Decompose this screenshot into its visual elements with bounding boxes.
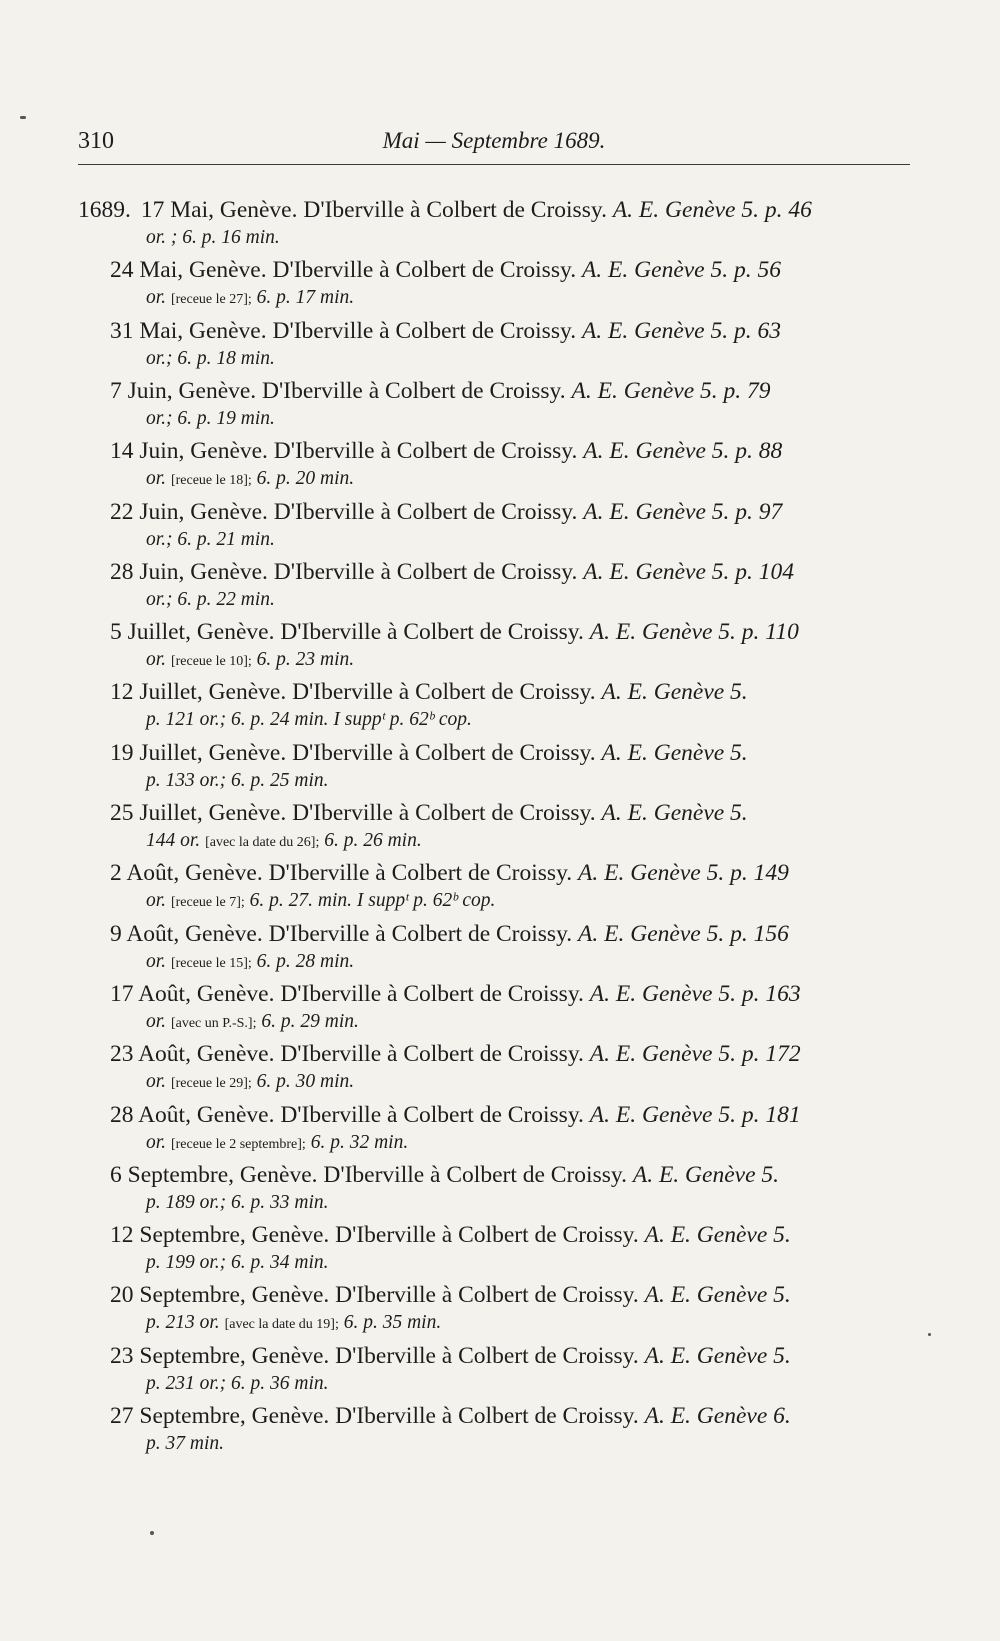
entry-line (110, 1402, 791, 1430)
entry-line (110, 558, 794, 586)
archive-reference: A. E. Genève 5. p. 156 (578, 920, 789, 947)
entry-heading: 23 Septembre, Genève. D'Iberville à Colbert de Croissy. (110, 1342, 639, 1369)
entry-heading: 6 Septembre, Genève. D'Iberville à Colbert de Croissy. (110, 1161, 627, 1188)
entry-tail: 6. p. 32 min. (310, 1131, 409, 1153)
entry-continuation (146, 1310, 441, 1338)
entry-line (110, 1221, 791, 1249)
entry-tail: or.; 6. p. 18 min. (146, 347, 275, 369)
archive-reference: A. E. Genève 5. p. 110 (589, 619, 799, 646)
archive-reference: A. E. Genève 5. p. 46 (612, 197, 812, 223)
archive-reference: A. E. Genève 5. p. 63 (581, 317, 781, 344)
entry-continuation (146, 1130, 408, 1158)
entry-prefix: or. (146, 1131, 167, 1153)
entry-tail: 6. p. 28 min. (256, 950, 355, 972)
entry-tail: or.; 6. p. 19 min. (146, 407, 275, 429)
entry-note: [receue le 10]; (170, 654, 252, 670)
entry-heading: 12 Septembre, Genève. D'Iberville à Colbert de Croissy. (110, 1222, 639, 1249)
archive-reference: A. E. Genève 5. (601, 679, 748, 706)
archive-reference: A. E. Genève 5. (644, 1282, 791, 1309)
entry-heading: 5 Juillet, Genève. D'Iberville à Colbert de Croissy. (110, 619, 584, 646)
entry-continuation (146, 949, 354, 977)
entry-continuation (146, 527, 275, 553)
entry-item (0, 739, 1000, 799)
archive-reference: A. E. Genève 5. (644, 1342, 791, 1369)
entry-continuation (146, 1250, 329, 1276)
entry-prefix: or. (146, 1071, 167, 1093)
entry-item (0, 196, 1000, 256)
entry-prefix: or. (146, 287, 167, 309)
entry-tail: or.; 6. p. 22 min. (146, 588, 275, 610)
entry-continuation (146, 346, 275, 372)
archive-reference: A. E. Genève 5. (601, 800, 748, 826)
entry-note: [receue le 29]; (170, 1076, 252, 1092)
entry-tail: or. ; 6. p. 16 min. (146, 227, 280, 248)
entry-line (110, 920, 789, 948)
entry-prefix: or. (146, 950, 167, 972)
entry-continuation (146, 828, 422, 856)
entry-item (0, 1221, 1000, 1281)
entry-item (0, 558, 1000, 618)
entry-line (110, 377, 771, 405)
archive-reference: A. E. Genève 5. (601, 739, 748, 766)
entry-note: [avec la date du 26]; (205, 835, 320, 850)
entry-line (110, 1040, 801, 1068)
entry-item (0, 377, 1000, 437)
entry-heading: 27 Septembre, Genève. D'Iberville à Colbert de Croissy. (110, 1403, 639, 1429)
entry-line (110, 437, 782, 465)
entry-tail: 6. p. 17 min. (256, 287, 355, 309)
entry-note: [receue le 27]; (170, 292, 252, 308)
entry-line (110, 859, 789, 887)
entry-heading: 24 Mai, Genève. D'Iberville à Colbert de Croissy. (110, 257, 577, 284)
archive-reference: A. E. Genève 5. (632, 1161, 779, 1188)
entry-continuation (146, 1431, 224, 1457)
archive-reference: A. E. Genève 5. p. 163 (589, 980, 801, 1007)
entry-line (110, 1281, 791, 1309)
entry-item (0, 1101, 1000, 1161)
print-speck (20, 116, 26, 119)
entry-continuation (146, 1009, 359, 1037)
entry-continuation (146, 1069, 354, 1097)
entry-line (110, 1342, 791, 1370)
entry-line (110, 317, 781, 345)
entry-continuation (146, 406, 275, 432)
entry-continuation (146, 1190, 329, 1216)
archive-reference: A. E. Genève 5. p. 97 (583, 498, 783, 525)
entry-item (0, 618, 1000, 678)
entry-continuation (146, 768, 329, 794)
entry-item (0, 437, 1000, 497)
entry-line (110, 739, 748, 767)
entry-tail: p. 121 or.; 6. p. 24 min. I suppᵗ p. 62ᵇ cop. (146, 709, 472, 731)
entry-note: [receue le 18]; (170, 473, 252, 489)
entry-item (0, 1342, 1000, 1402)
entry-prefix: or. (146, 890, 167, 912)
entry-continuation (146, 647, 354, 675)
entry-tail: p. 189 or.; 6. p. 33 min. (146, 1191, 329, 1213)
entry-line (110, 618, 799, 646)
page-number: 310 (78, 128, 114, 154)
entry-tail: or.; 6. p. 21 min. (146, 528, 275, 550)
entry-note: [receue le 7]; (170, 895, 245, 911)
entry-item (0, 317, 1000, 377)
archive-reference: A. E. Genève 5. p. 172 (589, 1041, 801, 1068)
entry-line (110, 799, 748, 827)
entry-heading: 12 Juillet, Genève. D'Iberville à Colbert de Croissy. (110, 679, 596, 706)
entry-line (110, 678, 748, 706)
archive-reference: A. E. Genève 5. p. 56 (581, 257, 781, 284)
entry-heading: 9 Août, Genève. D'Iberville à Colbert de Croissy. (110, 920, 573, 947)
entry-continuation (146, 285, 354, 313)
entry-line (110, 256, 781, 284)
entry-line (110, 498, 782, 526)
entry-line (78, 196, 812, 224)
archive-reference: A. E. Genève 6. (644, 1403, 791, 1429)
entry-heading: 28 Juin, Genève. D'Iberville à Colbert de Croissy. (110, 558, 578, 585)
entry-heading: 23 Août, Genève. D'Iberville à Colbert de Croissy. (110, 1041, 584, 1068)
entry-line (110, 1101, 801, 1129)
archive-reference: A. E. Genève 5. p. 88 (583, 438, 783, 465)
entry-continuation (146, 225, 280, 251)
entry-heading: 17 Mai, Genève. D'Iberville à Colbert de Croissy. (140, 197, 607, 223)
entry-heading: 31 Mai, Genève. D'Iberville à Colbert de Croissy. (110, 317, 577, 344)
entry-line (110, 1161, 779, 1189)
entry-continuation (146, 587, 275, 613)
archive-reference: A. E. Genève 5. p. 79 (571, 377, 771, 404)
entry-item (0, 980, 1000, 1040)
entry-tail: 6. p. 26 min. (324, 830, 422, 851)
entry-prefix: p. 213 or. (146, 1312, 220, 1334)
entry-continuation (146, 1371, 329, 1397)
entry-item (0, 799, 1000, 859)
entry-heading: 19 Juillet, Genève. D'Iberville à Colbert de Croissy. (110, 739, 596, 766)
entry-note: [receue le 2 septembre]; (170, 1136, 306, 1152)
archive-reference: A. E. Genève 5. p. 104 (583, 558, 795, 585)
entry-tail: 6. p. 29 min. (261, 1010, 359, 1032)
entry-tail: p. 133 or.; 6. p. 25 min. (146, 769, 329, 791)
entry-prefix: or. (146, 468, 167, 490)
entry-note: [receue le 15]; (170, 955, 252, 971)
entry-item (0, 498, 1000, 558)
entry-heading: 14 Juin, Genève. D'Iberville à Colbert de Croissy. (110, 438, 578, 465)
entry-continuation (146, 888, 495, 916)
entry-tail: p. 231 or.; 6. p. 36 min. (146, 1372, 329, 1394)
entry-tail: 6. p. 23 min. (256, 649, 355, 671)
entry-tail: p. 199 or.; 6. p. 34 min. (146, 1252, 329, 1274)
entry-tail: p. 37 min. (146, 1433, 224, 1454)
entry-year: 1689. (78, 197, 131, 223)
entry-heading: 2 Août, Genève. D'Iberville à Colbert de Croissy. (110, 860, 573, 887)
entry-prefix: or. (146, 649, 167, 671)
entry-item (0, 920, 1000, 980)
entry-line (110, 980, 801, 1008)
archive-reference: A. E. Genève 5. p. 181 (589, 1101, 801, 1128)
entry-heading: 17 Août, Genève. D'Iberville à Colbert de Croissy. (110, 980, 584, 1007)
entry-heading: 7 Juin, Genève. D'Iberville à Colbert de Croissy. (110, 377, 566, 404)
entry-heading: 25 Juillet, Genève. D'Iberville à Colbert de Croissy. (110, 800, 596, 826)
entry-item (0, 1402, 1000, 1462)
entry-tail: 6. p. 27. min. I suppᵗ p. 62ᵇ cop. (249, 890, 496, 912)
entry-item (0, 859, 1000, 919)
archive-reference: A. E. Genève 5. (644, 1222, 791, 1249)
entry-tail: 6. p. 30 min. (256, 1071, 355, 1093)
entry-tail: 6. p. 35 min. (343, 1312, 442, 1334)
entry-prefix: or. (146, 1010, 167, 1032)
print-speck (928, 1333, 931, 1336)
entry-prefix: 144 or. (146, 830, 201, 851)
entry-heading: 22 Juin, Genève. D'Iberville à Colbert de Croissy. (110, 498, 578, 525)
entry-item (0, 1161, 1000, 1221)
entry-item (0, 678, 1000, 738)
entry-item (0, 1281, 1000, 1341)
archive-reference: A. E. Genève 5. p. 149 (578, 860, 789, 887)
entry-note: [avec un P.-S.]; (170, 1015, 257, 1031)
entry-tail: 6. p. 20 min. (256, 468, 355, 490)
running-title: Mai — Septembre 1689. (382, 128, 606, 153)
entry-note: [avec la date du 19]; (224, 1317, 339, 1333)
print-speck (150, 1531, 154, 1535)
entry-continuation (146, 466, 354, 494)
entry-heading: 28 Août, Genève. D'Iberville à Colbert de Croissy. (110, 1101, 584, 1128)
entry-item (0, 1040, 1000, 1100)
entry-heading: 20 Septembre, Genève. D'Iberville à Colbert de Croissy. (110, 1282, 639, 1309)
entry-continuation (146, 707, 472, 733)
entry-item (0, 256, 1000, 316)
